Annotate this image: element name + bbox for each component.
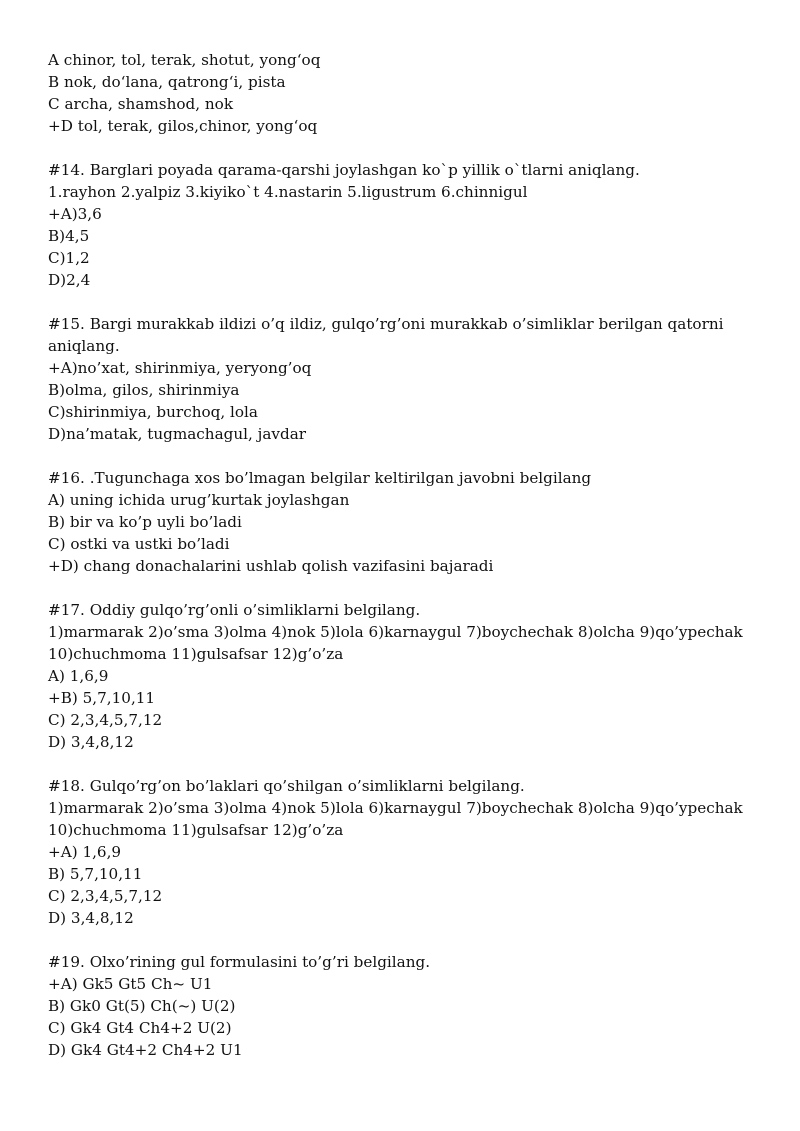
option-a: +A) 1,6,9 — [48, 843, 122, 861]
option-c: C)1,2 — [48, 249, 90, 267]
question-text: #19. Olxo’rining gul formulasini to’g’ri belgilang. — [48, 953, 431, 971]
option-a: A chinor, tol, terak, shotut, yong‘oq — [48, 51, 321, 69]
option-d: D) Gk4 Gt4+2 Ch4+2 U1 — [48, 1041, 243, 1059]
option-c: C) 2,3,4,5,7,12 — [48, 887, 163, 905]
option-c: C archa, shamshod, nok — [48, 95, 234, 113]
question-items-continued: 10)chuchmoma 11)gulsafsar 12)g’o’za — [48, 821, 344, 839]
option-b: +B) 5,7,10,11 — [48, 689, 156, 707]
question-items: 1)marmarak 2)o’sma 3)olma 4)nok 5)lola 6)karnaygul 7)boychechak 8)olcha 9)qo’ypechak — [48, 623, 743, 641]
document-page — [48, 49, 778, 1061]
option-c: C) 2,3,4,5,7,12 — [48, 711, 163, 729]
question-block-16 — [48, 467, 778, 577]
question-text: #14. Barglari poyada qarama-qarshi joylashgan ko`p yillik o`tlarni aniqlang. — [48, 161, 640, 179]
option-d: +D tol, terak, gilos,chinor, yong‘oq — [48, 117, 318, 135]
option-c: C) Gk4 Gt4 Ch4+2 U(2) — [48, 1019, 232, 1037]
question-block-13-options — [48, 49, 778, 137]
option-d: D)na’matak, tugmachagul, javdar — [48, 425, 307, 443]
question-block-15 — [48, 313, 778, 445]
question-items: 1)marmarak 2)o’sma 3)olma 4)nok 5)lola 6)karnaygul 7)boychechak 8)olcha 9)qo’ypechak — [48, 799, 743, 817]
question-block-18 — [48, 775, 778, 929]
option-c: C)shirinmiya, burchoq, lola — [48, 403, 258, 421]
question-text: #16. .Tugunchaga xos bo’lmagan belgilar keltirilgan javobni belgilang — [48, 469, 592, 487]
option-c: C) ostki va ustki bo’ladi — [48, 535, 230, 553]
option-a: A) 1,6,9 — [48, 667, 109, 685]
question-text-continued: aniqlang. — [48, 337, 120, 355]
option-b: B) 5,7,10,11 — [48, 865, 143, 883]
option-a: +A)3,6 — [48, 205, 102, 223]
option-d: D) 3,4,8,12 — [48, 909, 134, 927]
option-d: D)2,4 — [48, 271, 91, 289]
question-block-19 — [48, 951, 778, 1061]
question-items: 1.rayhon 2.yalpiz 3.kiyiko`t 4.nastarin 5.ligustrum 6.chinnigul — [48, 183, 528, 201]
option-d: +D) chang donachalarini ushlab qolish vazifasini bajaradi — [48, 557, 494, 575]
option-b: B) Gk0 Gt(5) Ch(~) U(2) — [48, 997, 236, 1015]
question-text: #18. Gulqo’rg’on bo’laklari qo’shilgan o’simliklarni belgilang. — [48, 777, 525, 795]
question-block-17 — [48, 599, 778, 753]
option-a: A) uning ichida urug’kurtak joylashgan — [48, 491, 350, 509]
option-a: +A)no’xat, shirinmiya, yeryong’oq — [48, 359, 312, 377]
question-block-14 — [48, 159, 778, 291]
option-b: B)4,5 — [48, 227, 90, 245]
option-d: D) 3,4,8,12 — [48, 733, 134, 751]
question-text: #17. Oddiy gulqo’rg’onli o’simliklarni belgilang. — [48, 601, 421, 619]
option-b: B)olma, gilos, shirinmiya — [48, 381, 240, 399]
question-text: #15. Bargi murakkab ildizi o’q ildiz, gulqo’rg’oni murakkab o’simliklar berilgan qatorni — [48, 315, 724, 333]
option-b: B nok, do‘lana, qatrong‘i, pista — [48, 73, 286, 91]
option-b: B) bir va ko’p uyli bo’ladi — [48, 513, 242, 531]
option-a: +A) Gk5 Gt5 Ch~ U1 — [48, 975, 213, 993]
question-items-continued: 10)chuchmoma 11)gulsafsar 12)g’o’za — [48, 645, 344, 663]
